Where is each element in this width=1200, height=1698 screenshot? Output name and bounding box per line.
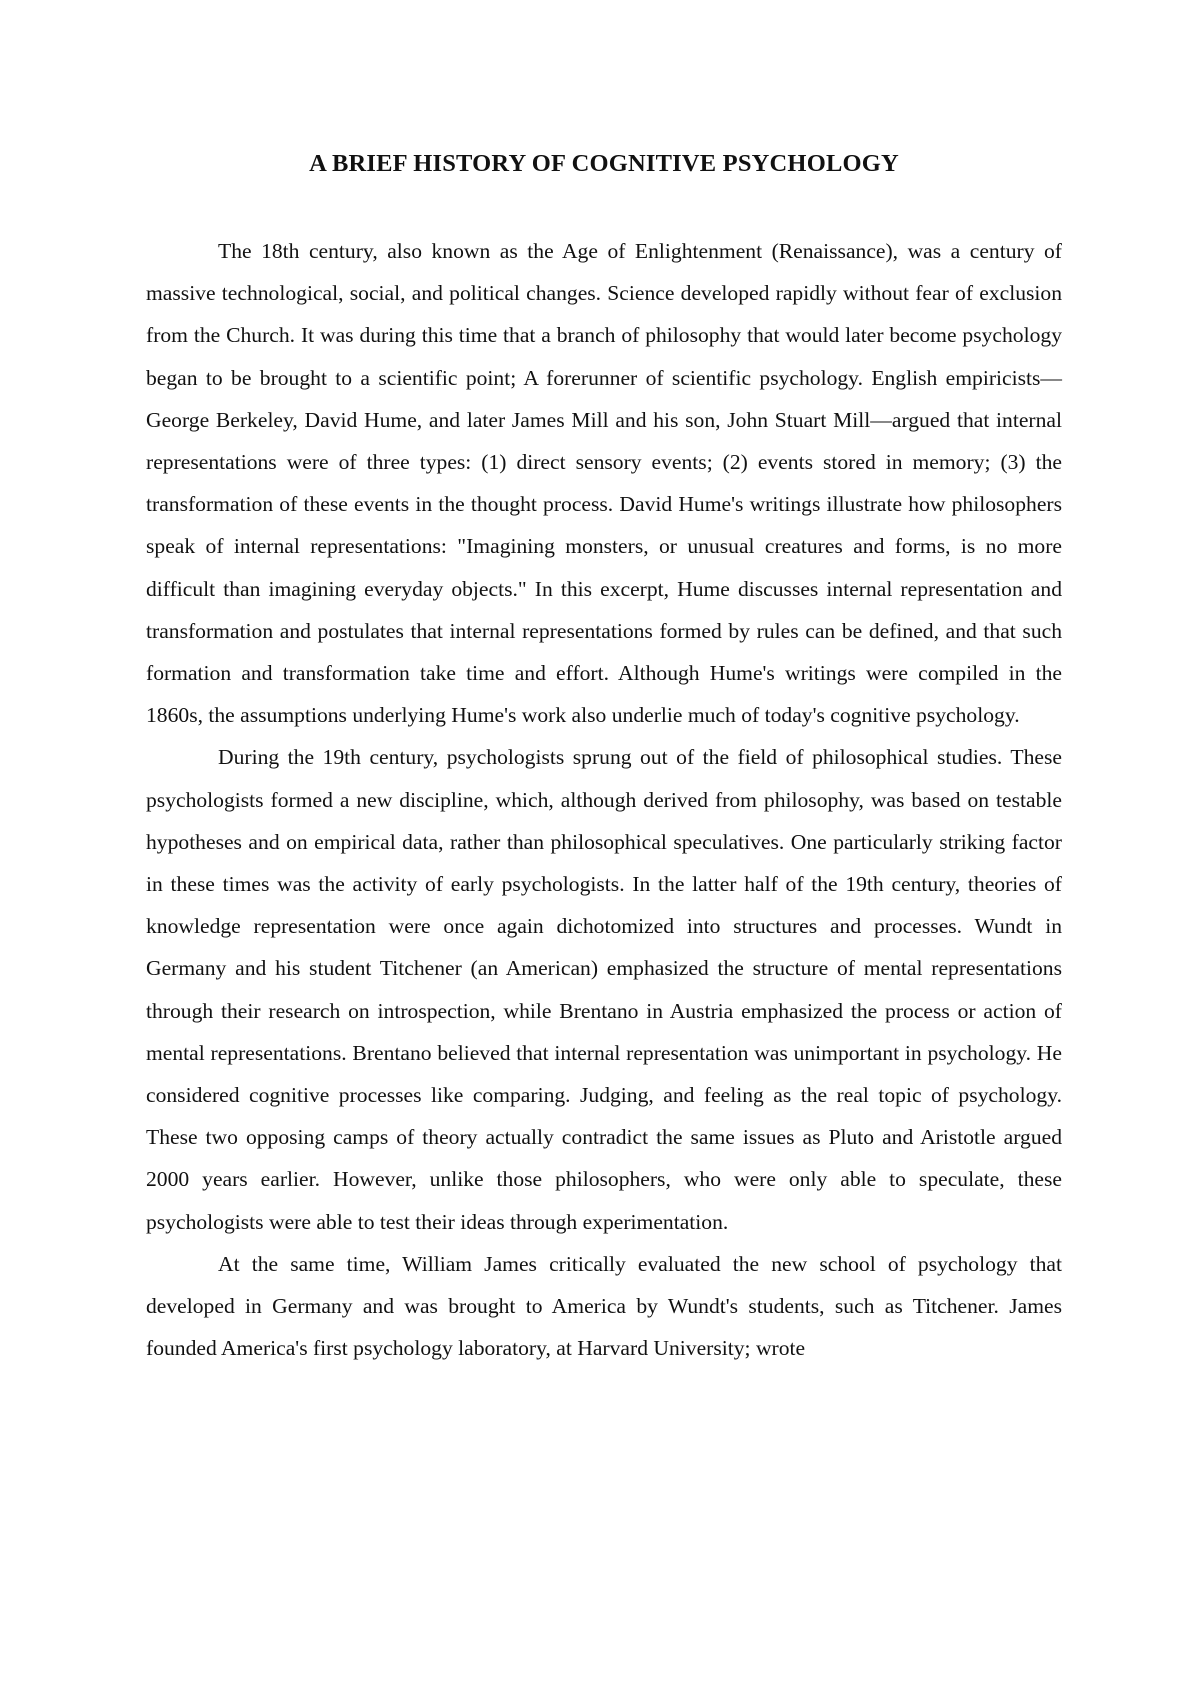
document-body [146, 230, 1062, 1369]
document-page [146, 0, 1062, 1369]
paragraph-william-james: At the same time, William James critically evaluated the new school of psychology that developed in Germany and was brought to America by Wundt's students, such as Titchener. James founded America's first psychology laboratory, at Harvard University; wrote [146, 1251, 1062, 1361]
paragraph-18th-century: The 18th century, also known as the Age of Enlightenment (Renaissance), was a century of massive technological, social, and political changes. Science developed rapidly without fear of exclusion from the Church. It was during this time that a branch of philosophy that would later become psychology began to be brought to a scientific point; A forerunner of scientific psychology. English empiricists—George Berkeley, David Hume, and later James Mill and his son, John Stuart Mill—argued that internal representations were of three types: (1) direct sensory events; (2) events stored in memory; (3) the transformation of these events in the thought process. David Hume's writings illustrate how philosophers speak of internal representations: "Imagining monsters, or unusual creatures and forms, is no more difficult than imagining everyday objects." In this excerpt, Hume discusses internal representation and transformation and postulates that internal representations formed by rules can be defined, and that such formation and transformation take time and effort. Although Hume's writings were compiled in the 1860s, the assumptions underlying Hume's work also underlie much of today's cognitive psychology. [146, 239, 1062, 728]
paragraph-19th-century: During the 19th century, psychologists sprung out of the field of philosophical studies. These psychologists formed a new discipline, which, although derived from philosophy, was based on testable hypotheses and on empirical data, rather than philosophical speculatives. One particularly striking factor in these times was the activity of early psychologists. In the latter half of the 19th century, theories of knowledge representation were once again dichotomized into structures and processes. Wundt in Germany and his student Titchener (an American) emphasized the structure of mental representations through their research on introspection, while Brentano in Austria emphasized the process or action of mental representations. Brentano believed that internal representation was unimportant in psychology. He considered cognitive processes like comparing. Judging, and feeling as the real topic of psychology. These two opposing camps of theory actually contradict the same issues as Pluto and Aristotle argued 2000 years earlier. However, unlike those philosophers, who were only able to speculate, these psychologists were able to test their ideas through experimentation. [146, 745, 1062, 1234]
document-title: A BRIEF HISTORY OF COGNITIVE PSYCHOLOGY [309, 150, 899, 177]
